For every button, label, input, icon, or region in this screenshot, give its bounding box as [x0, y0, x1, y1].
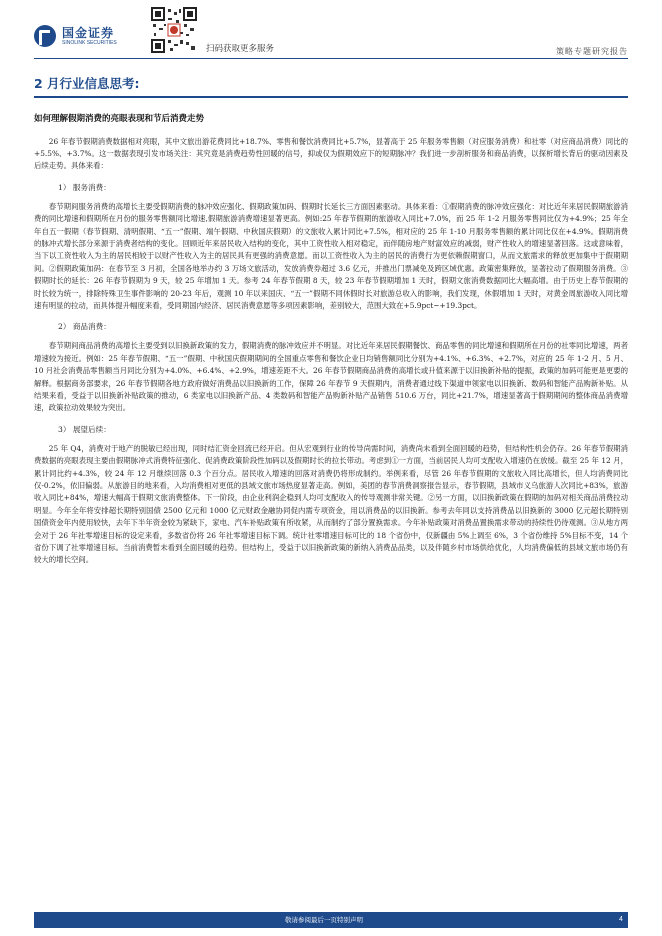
article-subtitle: 如何理解假期消费的亮眼表现和节后消费走势: [34, 113, 205, 124]
header-divider: [34, 58, 628, 59]
disclaimer-note: 敬请参阅最后一页特别声明: [285, 916, 363, 924]
main-content: [34, 74, 628, 576]
report-type-label: 策略专题研究报告: [556, 47, 628, 56]
goods-paragraph: 春节期间商品消费的高增长主要受到以旧换新政策的发力，假期消费的脉冲效应并不明显。对比近年来居民假期餐饮、商品零售的同比增速和假期所在月份的社零同比增速，两者增速较为接近。例如：25 年春节假期、“五一”假期、中秋国庆假期期间的全国重点零售和餐饮企业日均销售额同比分别为+4.1%、+6.3%、+2.7%，对应的 25 年 1-2 月、5 月、10 月社会消费品零售额当月同比分别为+4.0%、+6.4%、+2.9%，增速差距不大。26 年春节假期商品消费的高增长或升值来源于以旧换新补贴的提振，政策的加码可能更是更要的解释。根据商务部要求，26 年春节假期各地方政府做好消费品以旧换新的工作，保障 26 年春节 9 天假期内，消费者通过线下渠道申领家电以旧换新、数码和智能产品购新补贴。从结果来看，受益于以旧换新补贴政策的推动，6 类家电以旧换新产品、4 类数码和智能产品购新补贴产品销售 510.6 万台，同比+21.7%，增速显著高于假期期间的整体商品消费增速，政策拉动效果较为突出。: [34, 341, 628, 413]
item-title-goods: 2） 商品消费：: [58, 322, 111, 332]
page-footer: [0, 906, 662, 936]
qr-code-icon: [150, 6, 198, 54]
logo-mark-icon: [34, 25, 56, 47]
services-paragraph: 春节期间服务消费的高增长主要受假期消费的脉冲效应强化、假期政策加码、假期时长延长三方面因素驱动。具体来看：①假期消费的脉冲效应强化：对比近年来居民假期旅游消费的同比增速和假期所在月份的服务零售额同比增速,假期旅游消费增速显著更高。例如:25 年春节假期的旅游收入同比+7.0%，而 25 年 1-2 月服务零售同比仅为+4.9%；25 年全年自五一假期（春节假期、清明假期、“五一”假期、端午假期、中秋国庆假期）的文旅收入累计同比+7.5%，相对应的 25 年 1-10 月服务零售额的累计同比仅在+4.9%。假期消费的脉冲式增长部分来源于消费者结构的变化。回顾近年来居民收入结构的变化，其中工资性收入相对稳定，而伴随房地产财富效应的减弱，财产性收入的增速显著回落。这或意味着，当下以工资性收入为主的居民相较于以财产性收入为主的居民具有更强的消费意愿。而以工资性收入为主的居民的消费行为更依赖假期窗口，从而文旅需求的释放更加集中于假期期间。②假期政策加码：在春节至 3 月初，全国各地举办约 3 万场文旅活动，发放消费券超过 3.6 亿元，并推出门票减免及跨区域优惠。政策密集释放，显著拉动了假期服务消费。③假期时长的延长：26 年春节假期为 9 天，较 25 年增加 1 天。参考 24 年春节假期 8 天，较 23 年春节假期增加 1 天时，假期文旅消费数据同比大幅高增。由于历史上春节假期的时长较为统一，排除特殊卫生事件影响的 20-23 年后，观测 10 年以来国庆、“五一”假期不同休假时长对旅游总收入的影响，我们发现，休假增加 1 天时，对黄金周旅游收入同比增速有明显的拉动，而具体提升幅度来看，受同期国内经济、居民消费意愿等多项因素影响，差别较大，范围大致在+5.9pct~+19.3pct。: [34, 201, 628, 310]
item-title-outlook: 3） 展望后续：: [58, 424, 111, 434]
logo-name-en: SINOLINK SECURITIES: [62, 39, 117, 46]
qr-label: 扫码获取更多服务: [206, 44, 275, 54]
item-title-services: 1） 服务消费：: [58, 182, 111, 192]
logo-name-cn: 国金证券: [62, 25, 115, 40]
intro-paragraph: 26 年春节假期消费数据相对亮眼，其中文旅出游花费同比+18.7%、零售和餐饮消费同比+5.7%，显著高于 25 年服务零售额（对应服务消费）和社零（对应商品消费）同比的+5.5%、+3.7%。这一数据表现引发市场关注：其究竟是消费趋势性回暖的信号，抑或仅为假期效应下的短期脉冲？我们进一步剖析服务和商品消费，以探析增长背后的驱动因素及后续走势。具体来看：: [34, 136, 628, 171]
company-logo: [34, 22, 144, 50]
page-header: [0, 0, 662, 62]
outlook-paragraph: 25 年 Q4，消费对于地产的脱敏已经出现，同时结汇资金回流已经开启。但从宏观到行业的传导尚需时间，消费尚未看到全面回暖的趋势，但结构性机会仍存。26 年春节假期消费数据的亮眼表现主要由假期脉冲式消费特征强化、促消费政策阶段性加码以及假期时长的拉长带动。考虑到①一方面，当前居民人均可支配收入增速仍在放缓。截至 25 年 12 月，累计同比约+4.3%，较 24 年 12 月继续回落 0.3 个百分点。居民收入增速的回落对消费仍将形成制约。举例来看，尽管 26 年春节假期的文旅收入同比高增长，但人均消费同比仅-0.2%，依旧偏弱。从旅游目的地来看，入均消费相对更低的县域文旅市场热度显著走高。例如，美团的春节消费洞察报告显示，春节假期，县域市义乌旅游人次同比+83%，旅游收入同比+84%，增速大幅高于假期文旅消费整体。下一阶段，由企业利润企稳到人均可支配收入的传导观测非常关键。②另一方面，以旧换新政策在假期的加码对相关商品消费拉动明显。今年全年将安排超长期特别国债 2500 亿元和 1000 亿元财政金融协同促内需专项资金，用以消费品的以旧换新。参考去年同以支持消费品以旧换新的 3000 亿元超长期特别国债资金年内使用较快，去年下半年资金较为紧缺下，家电、汽车补贴政策有所收紧，从而制约了部分置换需求。今年补贴政策对消费品置换需求带动的持续性仍待观测。③从地方两会对于 26 年社零增速目标的设定来看，多数省份将 26 年社零增速目标下调。统计社零增速目标可比的 18 个省份中，仅新疆由 5%上调至 6%，3 个省份维持 5%目标不变，14 个省份下调了社零增速目标。当前消费暂未看到全面回暖的趋势。但结构上，受益于以旧换新政策的新纳入消费品品类，以及伴随乡村市场供给优化，人均消费偏低的县域文旅市场仍有较大的增长空间。: [34, 443, 628, 565]
page-number: 4: [614, 912, 628, 928]
footer-bar: [34, 912, 614, 928]
section-title: 2 月行业信息思考:: [34, 76, 140, 91]
section-divider: [34, 96, 628, 98]
